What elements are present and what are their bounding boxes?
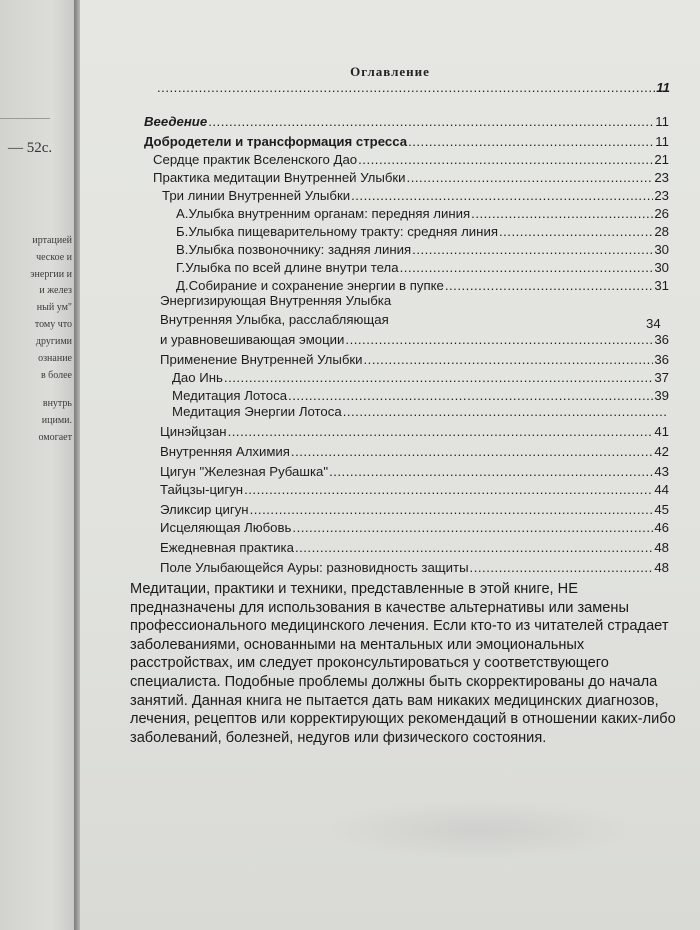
dot-leader [400, 260, 654, 275]
left-fragment: иртацией [32, 235, 72, 246]
left-fragment: ный ум" [36, 302, 72, 313]
book-page [80, 0, 700, 930]
left-fragment: ознание [38, 353, 72, 364]
disclaimer-line: профессионального медицинского лечения. Если кто-то из читателей страдает [130, 618, 669, 635]
toc-page: 34 [646, 316, 661, 331]
disclaimer-line: заболеваниями, основанными на ментальных или эмоциональных [130, 636, 585, 653]
toc-entry [176, 242, 669, 257]
toc-page: 36 [654, 332, 669, 347]
dot-leader [329, 464, 653, 479]
left-fragment: другими [35, 336, 72, 347]
dot-leader [208, 114, 654, 129]
left-fragment: энергии и [30, 269, 72, 280]
toc-label: Применение Внутренней Улыбки [160, 352, 363, 367]
toc-page: 31 [654, 278, 669, 293]
toc-entry [172, 404, 669, 419]
toc-label: Медитация Лотоса [172, 388, 288, 403]
toc-page: 11 [656, 80, 670, 95]
dot-leader [295, 540, 653, 555]
toc-label: Цинэйцзан [160, 424, 227, 439]
toc-label: Цигун "Железная Рубашка" [160, 464, 329, 479]
toc-entry [176, 206, 669, 221]
dot-leader [291, 444, 653, 459]
left-page [0, 0, 74, 930]
toc-page: 48 [654, 540, 669, 555]
toc-label: Эликсир цигун [160, 502, 249, 517]
disclaimer-line: лечения, рецептов или корректирующих рекомендаций в отношении каких-либо [130, 711, 676, 728]
toc-entry [160, 444, 669, 459]
toc-page: 30 [654, 242, 669, 257]
toc-label: Д.Собирание и сохранение энергии в пупке [176, 278, 444, 293]
toc-label: Добродетели и трансформация стресса [144, 134, 408, 149]
dot-leader [345, 332, 653, 347]
toc-page: 37 [654, 370, 669, 385]
toc-label: Медитация Энергии Лотоса [172, 404, 342, 419]
toc-page: 44 [654, 482, 669, 497]
dot-leader [499, 224, 653, 239]
toc-entry [160, 502, 669, 517]
toc-label: Б.Улыбка пищеварительному тракту: средняя линия [176, 224, 498, 239]
dot-leader [358, 152, 653, 167]
dot-leader [224, 370, 653, 385]
toc-page: 21 [654, 152, 669, 167]
toc-entry [160, 332, 669, 347]
toc-page: 11 [655, 134, 669, 149]
toc-page: 48 [654, 560, 669, 575]
toc-page: 46 [654, 520, 669, 535]
left-fragment: ческое и [36, 252, 72, 263]
toc-label: Практика медитации Внутренней Улыбки [153, 170, 406, 185]
toc-top-leader [156, 80, 670, 95]
toc-label: и уравновешивающая эмоции [160, 332, 345, 347]
toc-entry [172, 388, 669, 403]
toc-label: Внутренняя Алхимия [160, 444, 290, 459]
dot-leader [343, 404, 668, 419]
toc-entry [176, 278, 669, 293]
toc-entry: Внутренняя Улыбка, расслабляющая [160, 312, 389, 327]
left-fragment: ицими. [41, 415, 72, 426]
toc-page: 28 [654, 224, 669, 239]
toc-label: Г.Улыбка по всей длине внутри тела [176, 260, 399, 275]
toc-entry [176, 260, 669, 275]
toc-page: 45 [654, 502, 669, 517]
toc-label: А.Улыбка внутренним органам: передняя линия [176, 206, 471, 221]
toc-entry [153, 170, 669, 185]
toc-entry [144, 134, 669, 149]
toc-entry [160, 520, 669, 535]
toc-entry [172, 370, 669, 385]
toc-label: Тайцзы-цигун [160, 482, 244, 497]
toc-label: Три линии Внутренней Улыбки [162, 188, 351, 203]
dot-leader [250, 502, 654, 517]
toc-page: 42 [654, 444, 669, 459]
toc-page: 23 [654, 170, 669, 185]
toc-label: Веедение [144, 114, 208, 129]
left-fragment: тому что [34, 319, 72, 330]
toc-entry [160, 352, 669, 367]
toc-entry [162, 188, 669, 203]
toc-page: 30 [654, 260, 669, 275]
disclaimer-line: расстройствах, им следует проконсультироваться у соответствующего [130, 655, 609, 672]
toc-page: 36 [654, 352, 669, 367]
left-fragment: и желез [39, 285, 72, 296]
toc-label: В.Улыбка позвоночнику: задняя линия [176, 242, 412, 257]
toc-label: Ежедневная практика [160, 540, 294, 555]
toc-label: Сердце практик Вселенского Дао [153, 152, 358, 167]
dot-leader [470, 560, 654, 575]
disclaimer-line: занятий. Данная книга не пытается дать вам никаких медицинских диагнозов, [130, 692, 659, 709]
toc-entry [176, 224, 669, 239]
left-fragment: внутрь [42, 398, 72, 409]
disclaimer-line: специалиста. Подобные проблемы должны быть скорректированы до начала [130, 673, 658, 690]
dot-leader [364, 352, 654, 367]
toc-entry [153, 152, 669, 167]
dot-leader [351, 188, 653, 203]
toc-page: 39 [654, 388, 669, 403]
dot-leader [407, 170, 654, 185]
dot-leader [292, 520, 653, 535]
toc-entry [160, 464, 669, 479]
toc-page: 23 [654, 188, 669, 203]
disclaimer-line: Медитации, практики и техники, представленные в этой книге, НЕ [130, 581, 578, 597]
toc-label: Поле Улыбающейся Ауры: разновидность защиты [160, 560, 469, 575]
dot-leader [471, 206, 653, 221]
dot-leader [157, 80, 655, 95]
toc-entry: Энергизирующая Внутренняя Улыбка [160, 293, 392, 308]
toc-entry [160, 424, 669, 439]
dot-leader [445, 278, 653, 293]
toc-entry-intro [144, 114, 669, 129]
dot-leader [408, 134, 654, 149]
left-fragment: в более [40, 370, 72, 381]
disclaimer [130, 580, 676, 747]
dot-leader [244, 482, 653, 497]
paper-shadow [320, 800, 640, 860]
disclaimer-line: заболеваний, болезней, недугов или физического состояния. [130, 729, 547, 746]
dot-leader [412, 242, 653, 257]
toc-entry [160, 560, 669, 575]
toc-entry [160, 540, 669, 555]
toc-page: 41 [654, 424, 669, 439]
dot-leader [288, 388, 653, 403]
toc-label: Дао Инь [172, 370, 223, 385]
dot-leader [228, 424, 654, 439]
toc-entry [160, 482, 669, 497]
left-fragment: омогает [38, 432, 72, 443]
left-page-number: — 52с. [8, 140, 53, 156]
disclaimer-line: предназначены для использования в качестве альтернативы или замены [130, 599, 629, 616]
divider [0, 118, 50, 119]
toc-page: 26 [654, 206, 669, 221]
toc-page: 11 [655, 114, 669, 129]
toc-page: 43 [654, 464, 669, 479]
toc-title: Оглавление [350, 64, 430, 79]
toc-label: Исцеляющая Любовь [160, 520, 292, 535]
